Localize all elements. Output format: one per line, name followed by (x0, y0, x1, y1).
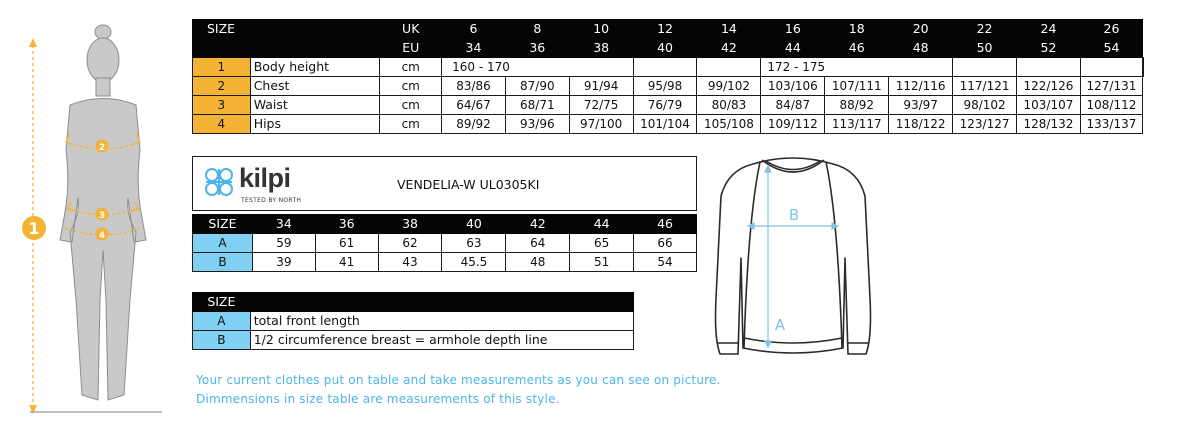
value-cell: 89/92 (442, 115, 506, 134)
value-cell: 91/94 (569, 77, 633, 96)
body-height-range: 160 - 170 (442, 58, 570, 77)
row-label: A (193, 312, 251, 331)
unit-cell: cm (380, 77, 442, 96)
marker-1: 1 (28, 219, 40, 238)
eu-size: 38 (569, 39, 633, 58)
eu-size: 44 (761, 39, 825, 58)
row-label: B (193, 253, 253, 272)
value-cell: 65 (570, 234, 634, 253)
value-cell: 84/87 (761, 96, 825, 115)
value-cell: 83/86 (442, 77, 506, 96)
value-cell: 63 (442, 234, 506, 253)
value-cell: 99/102 (697, 77, 761, 96)
uk-size: 26 (1080, 20, 1142, 39)
eu-size: 54 (1080, 39, 1142, 58)
row-label: Waist (250, 96, 380, 115)
value-cell: 109/112 (761, 115, 825, 134)
uk-size: 24 (1017, 20, 1081, 39)
value-cell: 118/122 (889, 115, 953, 134)
value-cell: 41 (315, 253, 378, 272)
value-cell: 43 (378, 253, 442, 272)
value-cell: 39 (252, 253, 315, 272)
uk-size: 16 (761, 20, 825, 39)
value-cell: 80/83 (697, 96, 761, 115)
garment-label-a: A (774, 316, 786, 334)
value-cell: 66 (634, 234, 697, 253)
product-size-table (192, 214, 697, 272)
value-cell: 98/102 (953, 96, 1017, 115)
value-cell: 76/79 (633, 96, 697, 115)
legend-text: total front length (250, 312, 633, 331)
body-measurement-figure (0, 0, 190, 428)
table-row-b (193, 253, 697, 272)
marker-2: 2 (98, 143, 106, 153)
product-header (192, 156, 697, 211)
value-cell: 54 (634, 253, 697, 272)
kilpi-knot-icon (199, 165, 239, 199)
value-cell: 117/121 (953, 77, 1017, 96)
eu-size: 48 (889, 39, 953, 58)
size-col: 38 (378, 215, 442, 234)
value-cell: 123/127 (953, 115, 1017, 134)
table-row-waist (193, 96, 1144, 115)
legend-text: 1/2 circumference breast = armhole depth line (250, 331, 633, 350)
value-cell: 97/100 (569, 115, 633, 134)
eu-size: 46 (825, 39, 889, 58)
value-cell: 45.5 (442, 253, 506, 272)
value-cell: 105/108 (697, 115, 761, 134)
value-cell: 133/137 (1080, 115, 1142, 134)
row-number: 4 (193, 115, 251, 134)
row-label: Chest (250, 77, 380, 96)
eu-size: 42 (697, 39, 761, 58)
value-cell: 103/107 (1017, 96, 1081, 115)
size-col: 46 (634, 215, 697, 234)
body-height-range: 172 - 175 (761, 58, 889, 77)
unit-cell: cm (380, 115, 442, 134)
value-cell: 95/98 (633, 77, 697, 96)
instruction-note: Dimmensions in size table are measurements of this style. (196, 392, 560, 406)
product-name: VENDELIA-W UL0305KI (397, 177, 540, 192)
value-cell: 88/92 (825, 96, 889, 115)
row-label: Hips (250, 115, 380, 134)
main-size-table (192, 19, 1144, 134)
brand-logo: kilpi (239, 163, 291, 193)
row-number: 3 (193, 96, 251, 115)
size-col: 44 (570, 215, 634, 234)
value-cell: 48 (506, 253, 570, 272)
row-label: B (193, 331, 251, 350)
value-cell: 112/116 (889, 77, 953, 96)
uk-size: 18 (825, 20, 889, 39)
size-col: 40 (442, 215, 506, 234)
unit-cell: cm (380, 58, 442, 77)
instruction-note: Your current clothes put on table and take measurements as you can see on picture. (196, 373, 721, 387)
marker-4: 4 (98, 231, 106, 241)
marker-3: 3 (98, 211, 106, 221)
garment-label-b: B (788, 206, 800, 224)
eu-size: 52 (1017, 39, 1081, 58)
value-cell: 62 (378, 234, 442, 253)
value-cell: 93/97 (889, 96, 953, 115)
unit-cell: cm (380, 96, 442, 115)
table-row-a (193, 234, 697, 253)
size-header: SIZE (193, 215, 253, 234)
eu-label: EU (380, 39, 442, 58)
uk-size: 14 (697, 20, 761, 39)
brand-tagline: TESTED BY NORTH (241, 197, 302, 204)
legend-table (192, 292, 634, 350)
value-cell: 87/90 (505, 77, 569, 96)
row-label: A (193, 234, 253, 253)
value-cell: 113/117 (825, 115, 889, 134)
uk-size: 22 (953, 20, 1017, 39)
uk-size: 20 (889, 20, 953, 39)
value-cell: 108/112 (1080, 96, 1142, 115)
value-cell: 93/96 (505, 115, 569, 134)
value-cell: 103/106 (761, 77, 825, 96)
legend-row-b (193, 331, 634, 350)
row-label: Body height (250, 58, 380, 77)
table-row-hips (193, 115, 1144, 134)
value-cell: 127/131 (1080, 77, 1142, 96)
eu-row (193, 39, 1144, 58)
size-col: 42 (506, 215, 570, 234)
eu-size: 50 (953, 39, 1017, 58)
uk-size: 12 (633, 20, 697, 39)
size-header: SIZE (193, 293, 251, 312)
uk-label: UK (380, 20, 442, 39)
value-cell: 61 (315, 234, 378, 253)
table-row-chest (193, 77, 1144, 96)
size-col: 34 (252, 215, 315, 234)
uk-row (193, 20, 1144, 39)
value-cell: 101/104 (633, 115, 697, 134)
uk-size: 6 (442, 20, 506, 39)
value-cell: 59 (252, 234, 315, 253)
uk-size: 8 (505, 20, 569, 39)
eu-size: 40 (633, 39, 697, 58)
value-cell: 72/75 (569, 96, 633, 115)
value-cell: 51 (570, 253, 634, 272)
value-cell: 128/132 (1017, 115, 1081, 134)
garment-illustration (708, 148, 878, 368)
value-cell: 122/126 (1017, 77, 1081, 96)
table-row-body-height (193, 58, 1144, 77)
row-number: 1 (193, 58, 251, 77)
uk-size: 10 (569, 20, 633, 39)
size-col: 36 (315, 215, 378, 234)
value-cell: 64 (506, 234, 570, 253)
value-cell: 64/67 (442, 96, 506, 115)
value-cell: 68/71 (505, 96, 569, 115)
row-number: 2 (193, 77, 251, 96)
value-cell: 107/111 (825, 77, 889, 96)
eu-size: 34 (442, 39, 506, 58)
eu-size: 36 (505, 39, 569, 58)
legend-row-a (193, 312, 634, 331)
size-header: SIZE (193, 20, 380, 39)
